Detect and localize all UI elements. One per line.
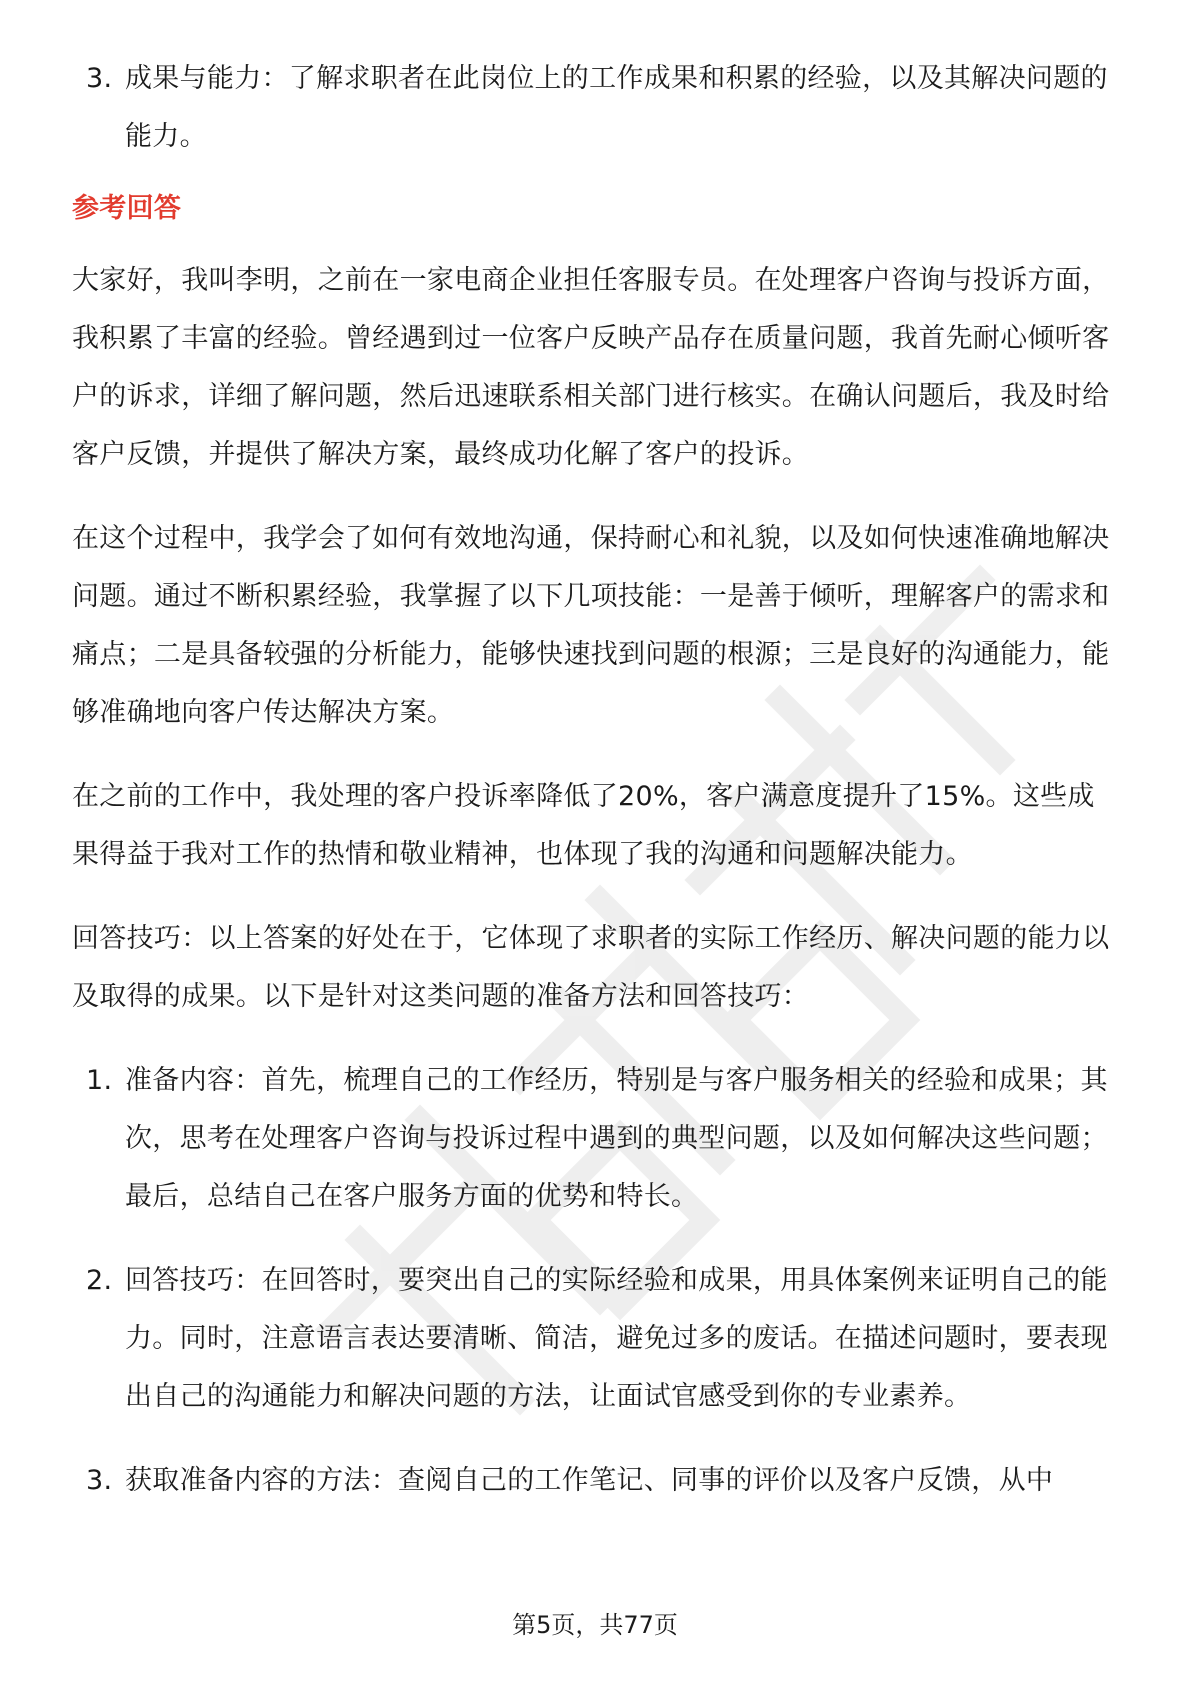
list-number: 3.: [86, 1465, 113, 1496]
answer-paragraph: 大家好，我叫李明，之前在一家电商企业担任客服专员。在处理客户咨询与投诉方面，我积累了丰富的经验。曾经遇到过一位客户反映产品存在质量问题，我首先耐心倾听客户的诉求，详细了解问题，然后迅速联系相关部门进行核实。在确认问题后，我及时给客户反馈，并提供了解决方案，最终成功化解了客户的投诉。: [72, 265, 1110, 470]
answer-paragraph: 在之前的工作中，我处理的客户投诉率降低了20%，客户满意度提升了15%。这些成果得益于我对工作的热情和敬业精神，也体现了我的沟通和问题解决能力。: [72, 781, 1095, 870]
list-number: 2.: [86, 1265, 113, 1296]
list-item-tip: [72, 1452, 1122, 1510]
list-item-top: [72, 50, 1122, 166]
tips-intro-paragraph: 回答技巧：以上答案的好处在于，它体现了求职者的实际工作经历、解决问题的能力以及取得的成果。以下是针对这类问题的准备方法和回答技巧：: [72, 923, 1110, 1012]
list-number: 3.: [86, 63, 113, 94]
answer-paragraph: 在这个过程中，我学会了如何有效地沟通，保持耐心和礼貌，以及如何快速准确地解决问题。通过不断积累经验，我掌握了以下几项技能：一是善于倾听，理解客户的需求和痛点；二是具备较强的分析能力，能够快速找到问题的根源；三是良好的沟通能力，能够准确地向客户传达解决方案。: [72, 523, 1110, 728]
list-item-tip: [72, 1252, 1122, 1426]
list-item-tip: [72, 1052, 1122, 1226]
list-item-text: 回答技巧：在回答时，要突出自己的实际经验和成果，用具体案例来证明自己的能力。同时，注意语言表达要清晰、简洁，避免过多的废话。在描述问题时，要表现出自己的沟通能力和解决问题的方法，让面试官感受到你的专业素养。: [125, 1265, 1108, 1412]
document-page: [72, 50, 1122, 1510]
list-item-text: 准备内容：首先，梳理自己的工作经历，特别是与客户服务相关的经验和成果；其次，思考在处理客户咨询与投诉过程中遇到的典型问题，以及如何解决这些问题；最后，总结自己在客户服务方面的优势和特长。: [125, 1065, 1108, 1212]
list-item-text: 获取准备内容的方法：查阅自己的工作笔记、同事的评价以及客户反馈，从中: [125, 1465, 1054, 1496]
page-footer: 第5页，共77页: [512, 1611, 678, 1639]
list-number: 1.: [86, 1065, 113, 1096]
list-item-text: 成果与能力：了解求职者在此岗位上的工作成果和积累的经验，以及其解决问题的能力。: [125, 63, 1108, 152]
section-heading: 参考回答: [72, 193, 182, 224]
